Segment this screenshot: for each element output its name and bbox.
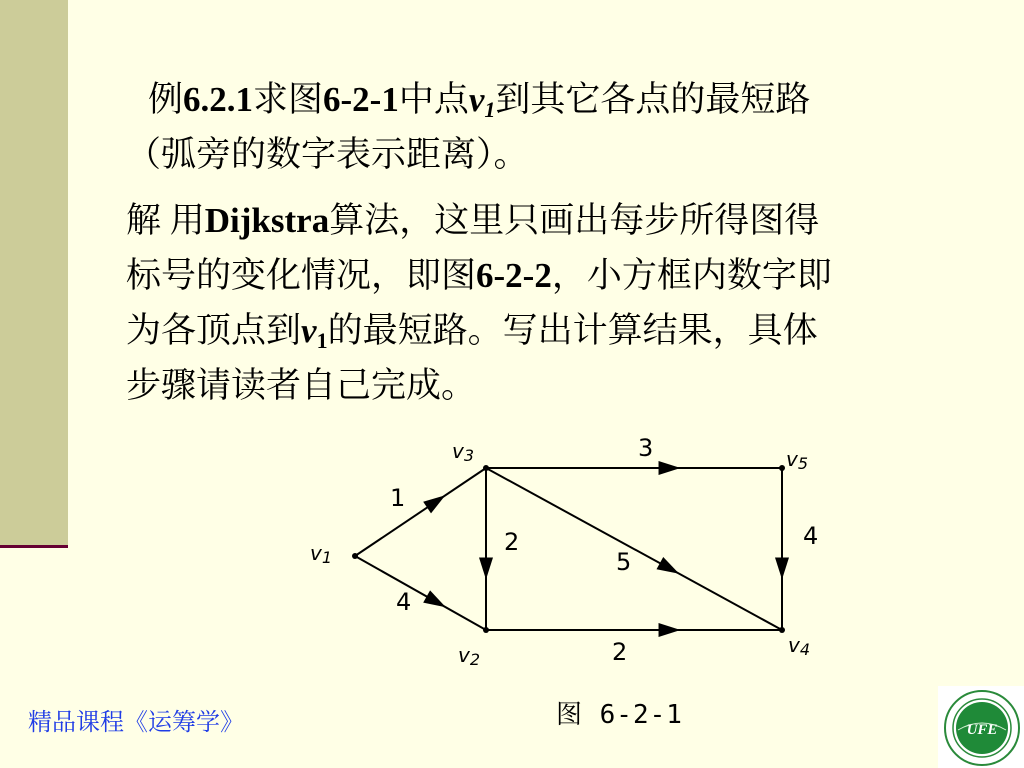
solution-text xyxy=(126,193,966,413)
problem-number: 6.2.1 xyxy=(183,80,254,119)
solution-lead: 解 用 xyxy=(126,201,205,240)
problem-var-sub: 1 xyxy=(484,97,496,122)
arrow-v1-v3 xyxy=(423,495,445,513)
solution-line-4: 步骤请读者自己完成。 xyxy=(126,366,477,405)
node-v1 xyxy=(352,553,358,559)
arrow-v2-v4 xyxy=(659,623,681,637)
edge-weight-v3-v4: 5 xyxy=(616,548,632,576)
edge-v1-v2 xyxy=(355,556,486,630)
problem-var-letter: v xyxy=(468,80,485,119)
solution-line-3-a: 为各顶点到 xyxy=(126,311,302,350)
edge-v3-v4 xyxy=(486,468,782,630)
problem-prefix: 例 xyxy=(148,80,184,119)
arrow-v3-v5 xyxy=(659,461,681,475)
solution-line-2-a: 标号的变化情况，即图 xyxy=(126,256,477,295)
edge-weight-v3-v5: 3 xyxy=(638,434,654,462)
solution-line-3-b: 的最短路。写出计算结果，具体 xyxy=(327,311,818,350)
edge-weight-v5-v4: 4 xyxy=(803,522,819,550)
solution-line-3 xyxy=(126,303,966,358)
arrow-v3-v2 xyxy=(479,557,493,579)
solution-line-1 xyxy=(126,193,966,248)
solution-figure-ref: 6-2-2 xyxy=(476,256,552,295)
problem-figure-ref: 6-2-1 xyxy=(323,80,399,119)
node-v5 xyxy=(779,465,785,471)
arrow-v5-v4 xyxy=(775,557,789,579)
node-label-v2: v2 xyxy=(458,643,481,669)
problem-text-c: 到其它各点的最短路 xyxy=(495,80,811,119)
problem-text-a: 求图 xyxy=(253,80,324,119)
logo-text: UFE xyxy=(966,722,998,738)
problem-line-2: （弧旁的数字表示距离）。 xyxy=(126,135,529,174)
arrow-v1-v2 xyxy=(423,590,446,607)
solution-line-1-rest: 算法，这里只画出每步所得图得 xyxy=(329,201,820,240)
course-name: 精品课程《运筹学》 xyxy=(28,708,244,736)
left-accent-bar xyxy=(0,0,68,546)
node-v2 xyxy=(483,627,489,633)
left-accent-rule xyxy=(0,545,68,548)
solution-algo: Dijkstra xyxy=(204,201,330,240)
problem-line-1 xyxy=(126,72,966,127)
university-logo xyxy=(938,686,1024,768)
solution-var-sub: 1 xyxy=(316,328,328,353)
figure-caption: 图 6-2-1 xyxy=(556,700,683,730)
edge-weight-v2-v4: 2 xyxy=(612,638,628,666)
edge-weight-v1-v2: 4 xyxy=(396,588,412,616)
node-label-v5: v5 xyxy=(786,447,809,473)
node-v4 xyxy=(779,627,785,633)
node-label-v1: v1 xyxy=(310,541,333,567)
node-label-v3: v3 xyxy=(452,439,475,465)
solution-line-2-b: ，小方框内数字即 xyxy=(551,256,832,295)
solution-line-2 xyxy=(126,248,966,303)
solution-var-letter: v xyxy=(301,311,317,350)
problem-text-b: 中点 xyxy=(398,80,469,119)
edge-weight-v3-v2: 2 xyxy=(504,528,520,556)
network-graph xyxy=(300,430,840,680)
node-label-v4: v4 xyxy=(788,633,811,659)
arrow-v3-v4 xyxy=(657,557,680,574)
problem-statement xyxy=(126,72,966,182)
edge-v1-v3 xyxy=(355,468,486,556)
node-v3 xyxy=(483,465,489,471)
edge-weight-v1-v3: 1 xyxy=(390,484,406,512)
